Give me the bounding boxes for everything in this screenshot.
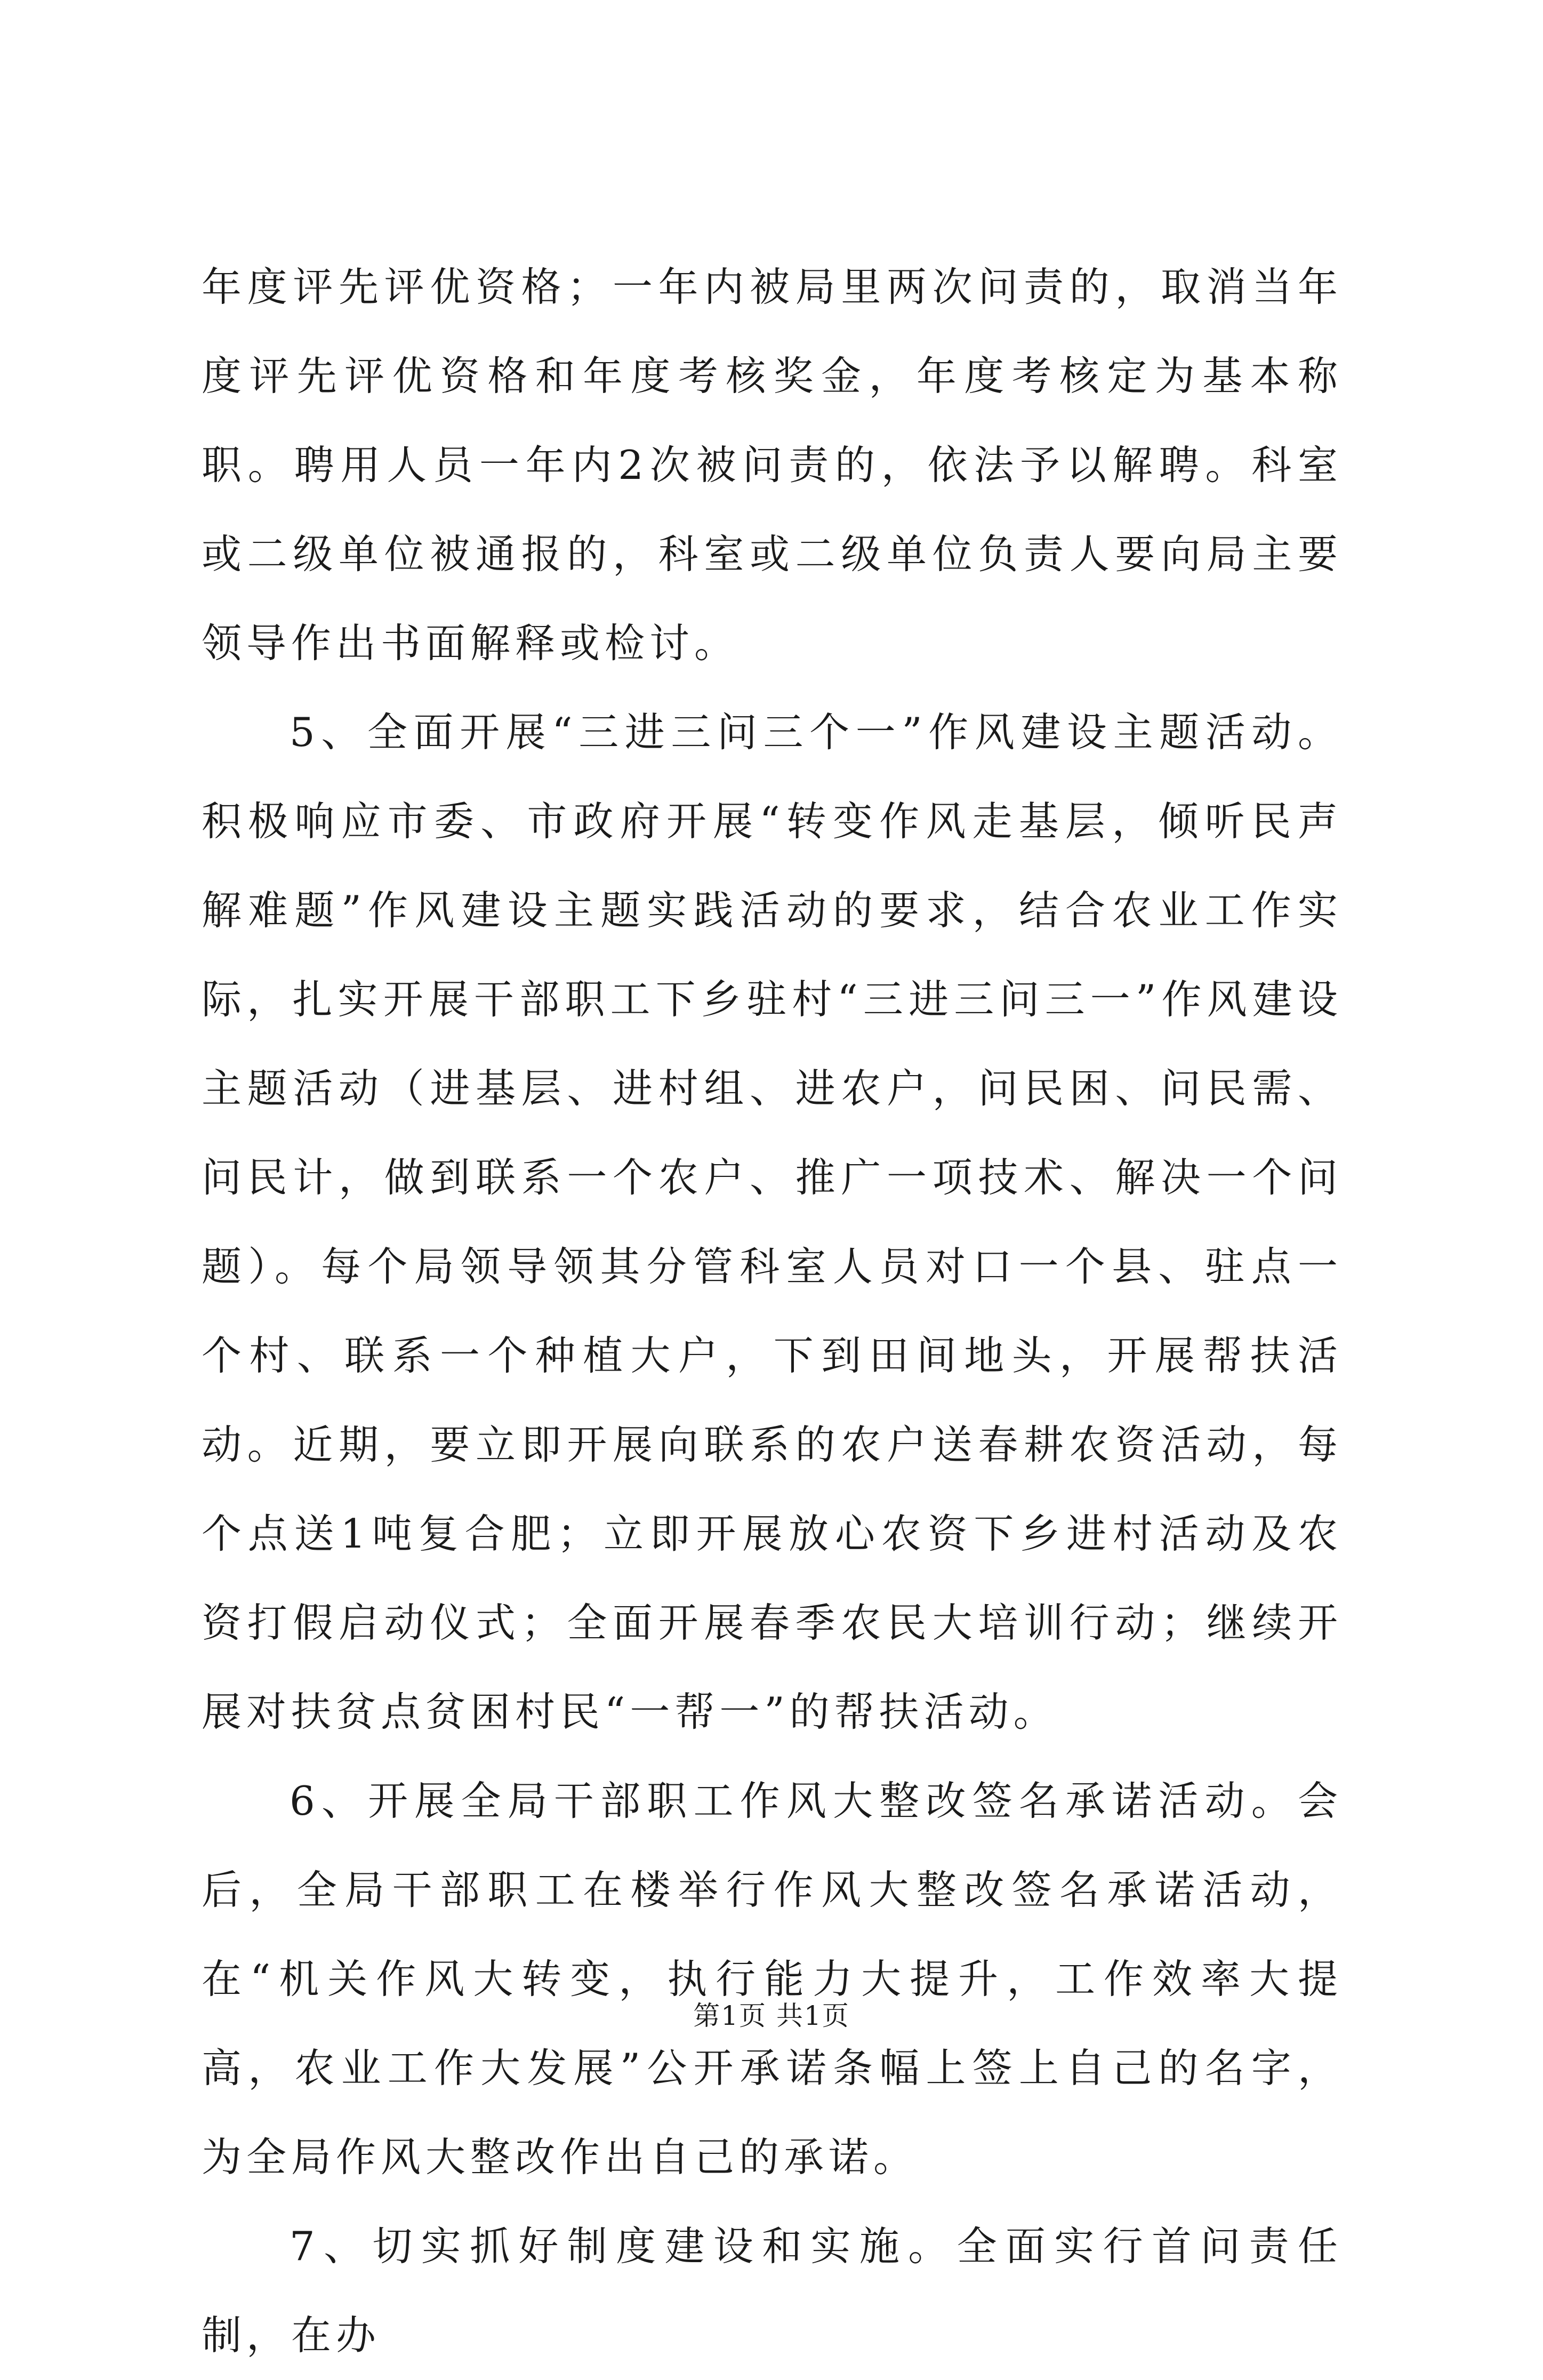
paragraph-continuation: 年度评先评优资格；一年内被局里两次问责的，取消当年度评先评优资格和年度考核奖金，年度考核定为基本称职。聘用人员一年内2次被问责的，依法予以解聘。科室或二级单位被通报的，科室或二级单位负责人要向局主要领导作出书面解释或检讨。 xyxy=(202,263,1343,667)
document-body xyxy=(202,243,1343,2380)
paragraph-item-5: 5、全面开展“三进三问三个一”作风建设主题活动。积极响应市委、市政府开展“转变作风走基层，倾听民声解难题”作风建设主题实践活动的要求，结合农业工作实际，扎实开展干部职工下乡驻村“三进三问三一”作风建设主题活动（进基层、进村组、进农户，问民困、问民需、问民计，做到联系一个农户、推广一项技术、解决一个问题）。每个局领导领其分管科室人员对口一个县、驻点一个村、联系一个种植大户，下到田间地头，开展帮扶活动。近期，要立即开展向联系的农户送春耕农资活动，每个点送1吨复合肥；立即开展放心农资下乡进村活动及农资打假启动仪式；全面开展春季农民大培训行动；继续开展对扶贫点贫困村民“一帮一”的帮扶活动。 xyxy=(202,709,1343,1735)
page-footer xyxy=(0,1997,1543,2034)
page-number-label: 第1页 共1页 xyxy=(693,2000,850,2031)
paragraph-item-6: 6、开展全局干部职工作风大整改签名承诺活动。会后，全局干部职工在楼举行作风大整改签名承诺活动，在“机关作风大转变，执行能力大提升，工作效率大提高，农业工作大发展”公开承诺条幅上签上自己的名字，为全局作风大整改作出自己的承诺。 xyxy=(202,1777,1343,2181)
paragraph-item-7: 7、切实抓好制度建设和实施。全面实行首问责任制，在办 xyxy=(202,2223,1343,2359)
